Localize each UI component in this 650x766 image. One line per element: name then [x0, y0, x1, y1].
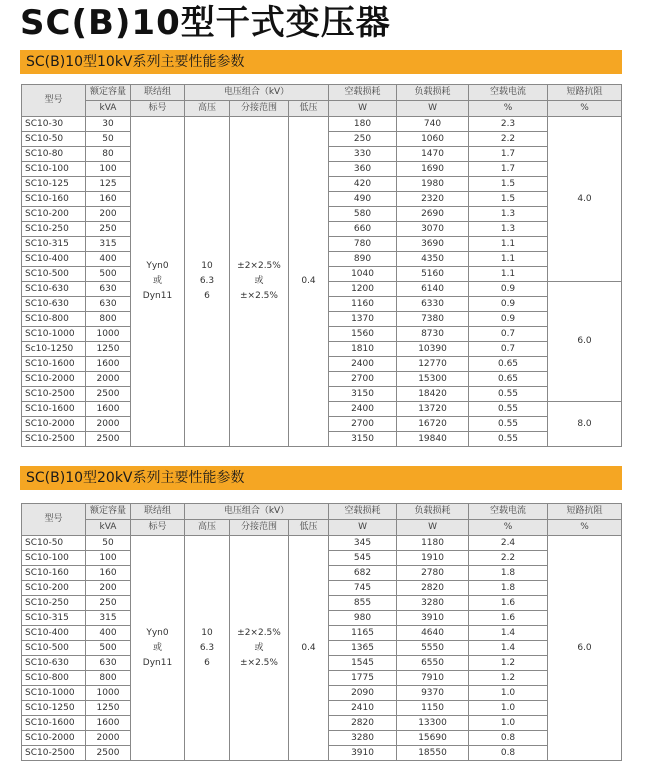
load-loss-cell: 3070 [397, 222, 469, 237]
noload-loss-cell: 580 [329, 207, 397, 222]
capacity-cell: 1600 [86, 716, 131, 731]
load-loss-cell: 2320 [397, 192, 469, 207]
impedance-cell: 6.0 [548, 536, 622, 761]
noload-loss-cell: 180 [329, 117, 397, 132]
col-tap: 分接范围 [230, 520, 289, 536]
noload-current-cell: 1.2 [469, 671, 548, 686]
noload-loss-cell: 1160 [329, 297, 397, 312]
capacity-cell: 1000 [86, 686, 131, 701]
lv-cell: 0.4 [289, 536, 329, 761]
model-cell: SC10-500 [22, 641, 86, 656]
noload-current-cell: 0.9 [469, 312, 548, 327]
load-loss-cell: 6330 [397, 297, 469, 312]
hv-cell [185, 117, 230, 447]
load-loss-cell: 5160 [397, 267, 469, 282]
col-noload-current: 空载电流 [469, 85, 548, 101]
hv-line: 10 [201, 261, 213, 271]
capacity-cell: 315 [86, 237, 131, 252]
model-cell: SC10-1600 [22, 402, 86, 417]
col-noload-loss: 空载损耗 [329, 504, 397, 520]
load-loss-cell: 15300 [397, 372, 469, 387]
model-cell: SC10-1250 [22, 701, 86, 716]
capacity-cell: 630 [86, 282, 131, 297]
col-impedance-unit: % [548, 101, 622, 117]
noload-current-cell: 1.1 [469, 267, 548, 282]
capacity-cell: 2500 [86, 387, 131, 402]
capacity-cell: 400 [86, 252, 131, 267]
load-loss-cell: 1060 [397, 132, 469, 147]
model-cell: SC10-2500 [22, 387, 86, 402]
lv-cell: 0.4 [289, 117, 329, 447]
capacity-cell: 200 [86, 581, 131, 596]
capacity-cell: 50 [86, 536, 131, 551]
model-cell: SC10-80 [22, 147, 86, 162]
col-hv: 高压 [185, 520, 230, 536]
noload-loss-cell: 2400 [329, 357, 397, 372]
noload-loss-cell: 1545 [329, 656, 397, 671]
noload-loss-cell: 545 [329, 551, 397, 566]
noload-loss-cell: 3150 [329, 387, 397, 402]
model-cell: SC10-125 [22, 177, 86, 192]
noload-loss-cell: 980 [329, 611, 397, 626]
load-loss-cell: 1690 [397, 162, 469, 177]
model-cell: SC10-160 [22, 566, 86, 581]
model-cell: SC10-1600 [22, 357, 86, 372]
col-impedance: 短路抗阻 [548, 85, 622, 101]
load-loss-cell: 4350 [397, 252, 469, 267]
section-heading-10kv: SC(B)10型10kV系列主要性能参数 [20, 50, 622, 74]
noload-loss-cell: 780 [329, 237, 397, 252]
model-cell: SC10-2500 [22, 746, 86, 761]
load-loss-cell: 3910 [397, 611, 469, 626]
noload-loss-cell: 745 [329, 581, 397, 596]
noload-loss-cell: 1370 [329, 312, 397, 327]
noload-current-cell: 1.5 [469, 177, 548, 192]
capacity-cell: 500 [86, 641, 131, 656]
model-cell: SC10-50 [22, 536, 86, 551]
load-loss-cell: 1980 [397, 177, 469, 192]
tap-line: ±×2.5% [240, 657, 278, 668]
model-cell: SC10-1000 [22, 686, 86, 701]
noload-current-cell: 1.8 [469, 566, 548, 581]
model-cell: SC10-1600 [22, 716, 86, 731]
section-heading-20kv: SC(B)10型20kV系列主要性能参数 [20, 466, 622, 490]
capacity-cell: 2500 [86, 432, 131, 447]
noload-current-cell: 1.8 [469, 581, 548, 596]
noload-current-cell: 0.55 [469, 432, 548, 447]
noload-current-cell: 2.2 [469, 132, 548, 147]
model-cell: SC10-630 [22, 282, 86, 297]
noload-loss-cell: 855 [329, 596, 397, 611]
col-load-loss: 负载损耗 [397, 504, 469, 520]
load-loss-cell: 19840 [397, 432, 469, 447]
capacity-cell: 160 [86, 192, 131, 207]
col-lv: 低压 [289, 101, 329, 117]
load-loss-cell: 13720 [397, 402, 469, 417]
load-loss-cell: 13300 [397, 716, 469, 731]
noload-current-cell: 0.55 [469, 417, 548, 432]
model-cell: SC10-400 [22, 252, 86, 267]
col-voltage: 电压组合（kV） [185, 85, 329, 101]
col-capacity: 额定容量 [86, 504, 131, 520]
model-cell: SC10-800 [22, 312, 86, 327]
model-cell: SC10-50 [22, 132, 86, 147]
model-cell: SC10-315 [22, 237, 86, 252]
noload-current-cell: 0.8 [469, 746, 548, 761]
col-impedance: 短路抗阻 [548, 504, 622, 520]
noload-loss-cell: 360 [329, 162, 397, 177]
col-capacity: 额定容量 [86, 85, 131, 101]
noload-loss-cell: 3280 [329, 731, 397, 746]
noload-loss-cell: 2700 [329, 417, 397, 432]
noload-current-cell: 0.9 [469, 282, 548, 297]
capacity-cell: 2000 [86, 372, 131, 387]
load-loss-cell: 16720 [397, 417, 469, 432]
group-line: Yyn0 [146, 261, 169, 271]
noload-loss-cell: 1810 [329, 342, 397, 357]
load-loss-cell: 2780 [397, 566, 469, 581]
group-line: Yyn0 [146, 627, 169, 638]
noload-current-cell: 0.65 [469, 357, 548, 372]
load-loss-cell: 18420 [397, 387, 469, 402]
capacity-cell: 400 [86, 626, 131, 641]
impedance-cell: 8.0 [548, 402, 622, 447]
page-title: SC(B)10型干式变压器 [20, 3, 391, 43]
model-cell: SC10-160 [22, 192, 86, 207]
model-cell: SC10-100 [22, 162, 86, 177]
load-loss-cell: 2820 [397, 581, 469, 596]
load-loss-cell: 10390 [397, 342, 469, 357]
load-loss-cell: 1910 [397, 551, 469, 566]
capacity-cell: 100 [86, 551, 131, 566]
tap-line: ±×2.5% [240, 291, 278, 301]
model-cell: SC10-800 [22, 671, 86, 686]
noload-current-cell: 0.9 [469, 297, 548, 312]
load-loss-cell: 1470 [397, 147, 469, 162]
noload-current-cell: 1.3 [469, 222, 548, 237]
capacity-cell: 800 [86, 312, 131, 327]
col-capacity-unit: kVA [86, 520, 131, 536]
noload-current-cell: 1.0 [469, 686, 548, 701]
model-cell: SC10-30 [22, 117, 86, 132]
load-loss-cell: 4640 [397, 626, 469, 641]
noload-current-cell: 1.6 [469, 596, 548, 611]
capacity-cell: 500 [86, 267, 131, 282]
load-loss-cell: 1150 [397, 701, 469, 716]
col-noload-loss: 空载损耗 [329, 85, 397, 101]
spec-table-10kv [21, 84, 622, 447]
load-loss-cell: 8730 [397, 327, 469, 342]
noload-loss-cell: 2400 [329, 402, 397, 417]
noload-current-cell: 1.0 [469, 716, 548, 731]
col-group-sub: 标号 [131, 101, 185, 117]
hv-line: 6 [204, 657, 210, 668]
noload-loss-cell: 490 [329, 192, 397, 207]
noload-current-cell: 1.5 [469, 192, 548, 207]
noload-current-cell: 0.8 [469, 731, 548, 746]
noload-current-cell: 0.7 [469, 327, 548, 342]
model-cell: SC10-400 [22, 626, 86, 641]
impedance-cell: 4.0 [548, 117, 622, 282]
load-loss-cell: 18550 [397, 746, 469, 761]
noload-loss-cell: 330 [329, 147, 397, 162]
noload-current-cell: 1.1 [469, 252, 548, 267]
model-cell: Sc10-1250 [22, 342, 86, 357]
tap-cell [230, 536, 289, 761]
capacity-cell: 80 [86, 147, 131, 162]
hv-line: 6.3 [199, 642, 215, 653]
model-cell: SC10-1000 [22, 327, 86, 342]
tap-cell [230, 117, 289, 447]
col-lv: 低压 [289, 520, 329, 536]
col-group: 联结组 [131, 85, 185, 101]
noload-current-cell: 1.0 [469, 701, 548, 716]
load-loss-cell: 9370 [397, 686, 469, 701]
group-line: 或 [152, 276, 162, 286]
noload-current-cell: 1.2 [469, 656, 548, 671]
group-cell [131, 536, 185, 761]
group-line: 或 [152, 642, 162, 653]
load-loss-cell: 3690 [397, 237, 469, 252]
noload-current-cell: 0.65 [469, 372, 548, 387]
load-loss-cell: 7380 [397, 312, 469, 327]
col-noload-current-unit: % [469, 101, 548, 117]
capacity-cell: 30 [86, 117, 131, 132]
noload-loss-cell: 1200 [329, 282, 397, 297]
noload-current-cell: 1.7 [469, 147, 548, 162]
tap-line: ±2×2.5% [237, 261, 281, 271]
load-loss-cell: 15690 [397, 731, 469, 746]
noload-loss-cell: 2700 [329, 372, 397, 387]
model-cell: SC10-250 [22, 222, 86, 237]
col-load-loss-unit: W [397, 520, 469, 536]
load-loss-cell: 1180 [397, 536, 469, 551]
model-cell: SC10-630 [22, 656, 86, 671]
load-loss-cell: 12770 [397, 357, 469, 372]
capacity-cell: 1600 [86, 357, 131, 372]
noload-loss-cell: 2820 [329, 716, 397, 731]
noload-current-cell: 1.4 [469, 641, 548, 656]
col-voltage: 电压组合（kV） [185, 504, 329, 520]
impedance-cell: 6.0 [548, 282, 622, 402]
col-load-loss-unit: W [397, 101, 469, 117]
group-cell [131, 117, 185, 447]
noload-current-cell: 1.3 [469, 207, 548, 222]
noload-loss-cell: 3910 [329, 746, 397, 761]
noload-current-cell: 0.55 [469, 402, 548, 417]
model-cell: SC10-100 [22, 551, 86, 566]
noload-current-cell: 1.4 [469, 626, 548, 641]
hv-cell [185, 536, 230, 761]
noload-loss-cell: 1365 [329, 641, 397, 656]
tap-line: 或 [254, 642, 264, 653]
capacity-cell: 1250 [86, 342, 131, 357]
capacity-cell: 50 [86, 132, 131, 147]
model-cell: SC10-2000 [22, 731, 86, 746]
model-cell: SC10-250 [22, 596, 86, 611]
capacity-cell: 2000 [86, 731, 131, 746]
col-noload-loss-unit: W [329, 101, 397, 117]
model-cell: SC10-200 [22, 581, 86, 596]
capacity-cell: 630 [86, 656, 131, 671]
capacity-cell: 125 [86, 177, 131, 192]
noload-loss-cell: 1040 [329, 267, 397, 282]
model-cell: SC10-500 [22, 267, 86, 282]
noload-current-cell: 0.55 [469, 387, 548, 402]
load-loss-cell: 6550 [397, 656, 469, 671]
noload-loss-cell: 2410 [329, 701, 397, 716]
capacity-cell: 250 [86, 222, 131, 237]
noload-current-cell: 0.7 [469, 342, 548, 357]
capacity-cell: 1250 [86, 701, 131, 716]
noload-current-cell: 1.1 [469, 237, 548, 252]
noload-loss-cell: 250 [329, 132, 397, 147]
capacity-cell: 800 [86, 671, 131, 686]
load-loss-cell: 2690 [397, 207, 469, 222]
noload-loss-cell: 1165 [329, 626, 397, 641]
capacity-cell: 1600 [86, 402, 131, 417]
hv-line: 6.3 [199, 276, 215, 286]
col-noload-current: 空载电流 [469, 504, 548, 520]
col-model: 型号 [22, 504, 86, 536]
capacity-cell: 630 [86, 297, 131, 312]
noload-loss-cell: 1560 [329, 327, 397, 342]
capacity-cell: 250 [86, 596, 131, 611]
tap-line: ±2×2.5% [237, 627, 281, 638]
noload-current-cell: 2.2 [469, 551, 548, 566]
col-impedance-unit: % [548, 520, 622, 536]
hv-line: 10 [201, 627, 213, 638]
capacity-cell: 200 [86, 207, 131, 222]
noload-loss-cell: 682 [329, 566, 397, 581]
hv-line: 6 [204, 291, 210, 301]
col-load-loss: 负载损耗 [397, 85, 469, 101]
model-cell: SC10-315 [22, 611, 86, 626]
col-model: 型号 [22, 85, 86, 117]
model-cell: SC10-2000 [22, 417, 86, 432]
load-loss-cell: 6140 [397, 282, 469, 297]
noload-loss-cell: 345 [329, 536, 397, 551]
model-cell: SC10-2000 [22, 372, 86, 387]
col-group: 联结组 [131, 504, 185, 520]
col-hv: 高压 [185, 101, 230, 117]
spec-table-20kv [21, 503, 622, 761]
capacity-cell: 2000 [86, 417, 131, 432]
group-line: Dyn11 [142, 291, 173, 301]
noload-loss-cell: 420 [329, 177, 397, 192]
group-line: Dyn11 [142, 657, 173, 668]
capacity-cell: 160 [86, 566, 131, 581]
col-noload-loss-unit: W [329, 520, 397, 536]
noload-loss-cell: 3150 [329, 432, 397, 447]
col-group-sub: 标号 [131, 520, 185, 536]
noload-current-cell: 2.3 [469, 117, 548, 132]
table-row [22, 117, 622, 132]
tap-line: 或 [254, 276, 264, 286]
capacity-cell: 100 [86, 162, 131, 177]
load-loss-cell: 5550 [397, 641, 469, 656]
model-cell: SC10-2500 [22, 432, 86, 447]
noload-current-cell: 2.4 [469, 536, 548, 551]
col-capacity-unit: kVA [86, 101, 131, 117]
model-cell: SC10-630 [22, 297, 86, 312]
capacity-cell: 315 [86, 611, 131, 626]
col-noload-current-unit: % [469, 520, 548, 536]
load-loss-cell: 740 [397, 117, 469, 132]
load-loss-cell: 3280 [397, 596, 469, 611]
load-loss-cell: 7910 [397, 671, 469, 686]
noload-loss-cell: 660 [329, 222, 397, 237]
col-tap: 分接范围 [230, 101, 289, 117]
capacity-cell: 2500 [86, 746, 131, 761]
capacity-cell: 1000 [86, 327, 131, 342]
noload-loss-cell: 2090 [329, 686, 397, 701]
table-row [22, 536, 622, 551]
noload-current-cell: 1.6 [469, 611, 548, 626]
noload-current-cell: 1.7 [469, 162, 548, 177]
noload-loss-cell: 1775 [329, 671, 397, 686]
model-cell: SC10-200 [22, 207, 86, 222]
noload-loss-cell: 890 [329, 252, 397, 267]
